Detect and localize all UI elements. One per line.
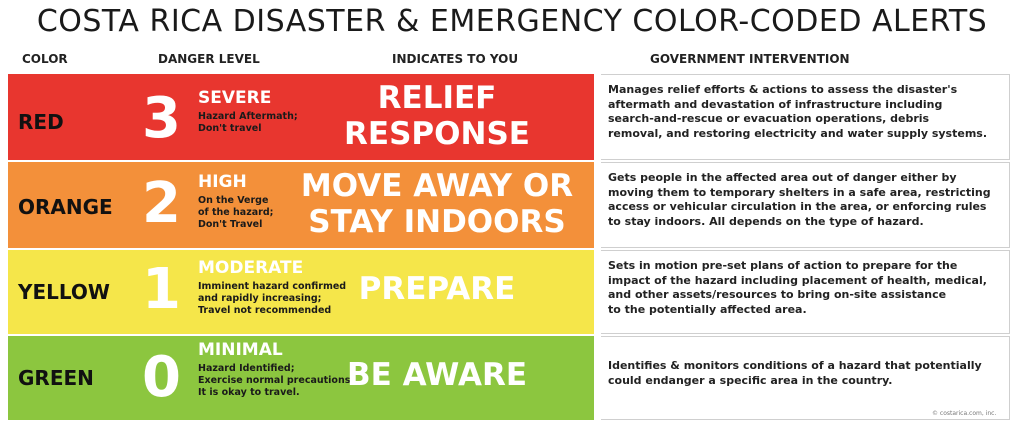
danger-level: HIGH	[198, 172, 247, 192]
danger-level-description: Hazard Aftermath; Don't travel	[198, 111, 298, 135]
header-color: COLOR	[22, 52, 68, 66]
alert-row-yellow	[8, 250, 1010, 334]
credit-text: © costarica.com, inc.	[932, 410, 997, 417]
government-cell	[601, 74, 1010, 160]
government-text: Identifies & monitors conditions of a hazard that potentially could endanger a specific area in the country.	[608, 359, 982, 387]
danger-number: 3	[142, 86, 181, 151]
header-indicates: INDICATES TO YOU	[392, 52, 519, 66]
danger-level-description: Imminent hazard confirmed and rapidly increasing; Travel not recommended	[198, 281, 347, 317]
indicates-text: PREPARE	[358, 271, 516, 307]
government-text: Sets in motion pre-set plans of action to prepare for the impact of the hazard including placement of health, medical, and other assets/resources to bring on-site assistance to the potentially affected area.	[608, 259, 987, 317]
danger-number: 2	[142, 171, 181, 236]
alert-row-orange	[8, 162, 1010, 248]
alert-row-green	[8, 336, 1010, 420]
danger-number: 1	[142, 257, 181, 322]
danger-level-description: Hazard Identified; Exercise normal precautions It is okay to travel.	[198, 363, 351, 399]
indicates-text: MOVE AWAY OR STAY INDOORS	[300, 168, 574, 240]
government-cell	[601, 250, 1010, 334]
government-cell	[601, 162, 1010, 248]
page-title: COSTA RICA DISASTER & EMERGENCY COLOR-CODED ALERTS	[36, 4, 988, 39]
danger-level: SEVERE	[198, 88, 272, 108]
indicates-text: RELIEF RESPONSE	[344, 80, 530, 152]
indicates-text: BE AWARE	[346, 357, 528, 393]
color-name: ORANGE	[18, 195, 113, 219]
color-name: RED	[18, 110, 64, 134]
alert-row-red	[8, 74, 1010, 160]
header-government: GOVERNMENT INTERVENTION	[650, 52, 850, 66]
danger-level: MINIMAL	[198, 340, 283, 360]
danger-level-description: On the Verge of the hazard; Don't Travel	[198, 195, 274, 231]
government-text: Gets people in the affected area out of danger either by moving them to temporary shelters in a safe area, restricting access or vehicular circulation in the area, or enforcing rules to stay indoors. All depends on the type of hazard.	[608, 171, 991, 229]
color-name: YELLOW	[18, 280, 110, 304]
government-text: Manages relief efforts & actions to assess the disaster's aftermath and devastation of infrastructure including search-and-rescue or evacuation operations, debris removal, and restoring electricity and water supply systems.	[608, 83, 988, 141]
government-cell	[601, 336, 1010, 420]
header-danger-level: DANGER LEVEL	[158, 52, 260, 66]
danger-number: 0	[142, 345, 181, 410]
color-name: GREEN	[18, 366, 94, 390]
danger-level: MODERATE	[198, 258, 304, 278]
